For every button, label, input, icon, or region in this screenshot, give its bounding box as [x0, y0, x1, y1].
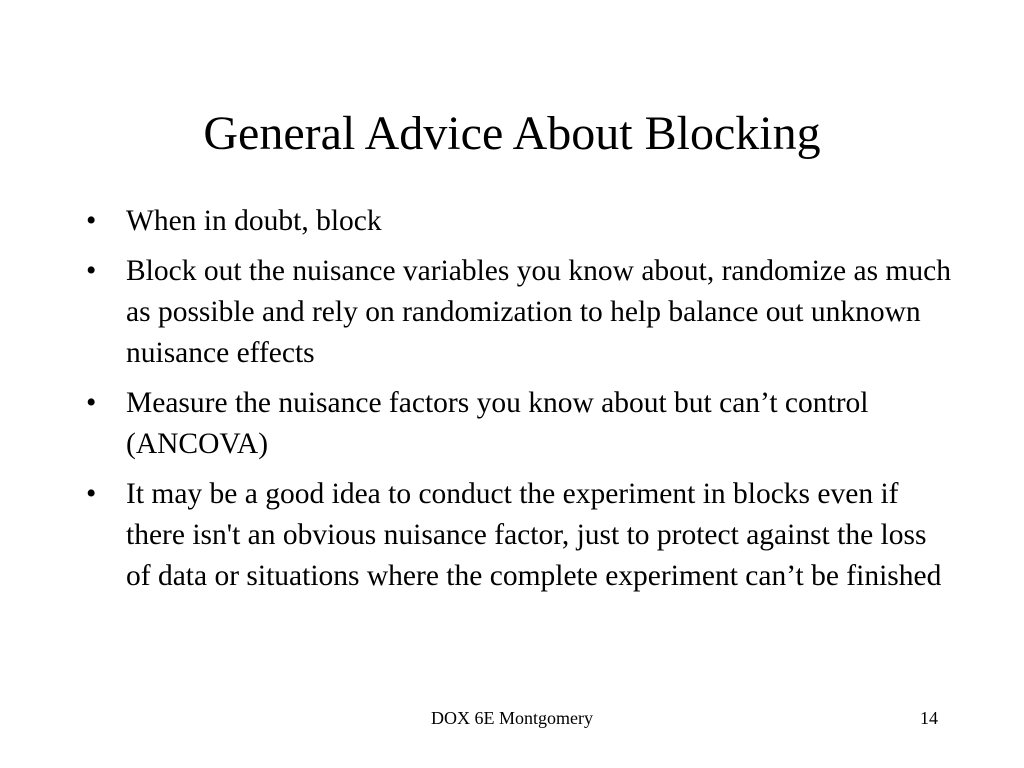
- bullet-text: Measure the nuisance factors you know about but can’t control (ANCOVA): [126, 387, 869, 460]
- bullet-dot-icon: •: [86, 255, 97, 287]
- bullet-text: It may be a good idea to conduct the experiment in blocks even if there isn't an obvious nuisance factor, just to protect against the loss of data or situations where the complete experiment can’t be finished: [126, 478, 942, 592]
- bullet-item: [86, 474, 956, 597]
- bullet-text: Block out the nuisance variables you know about, randomize as much as possible and rely on randomization to help balance out unknown nuisance effects: [126, 255, 951, 369]
- bullet-list: [86, 201, 956, 606]
- page-number: 14: [920, 708, 938, 728]
- footer-text: DOX 6E Montgomery: [431, 708, 593, 728]
- bullet-dot-icon: •: [86, 205, 97, 237]
- bullet-dot-icon: •: [86, 387, 97, 419]
- bullet-text: When in doubt, block: [126, 205, 382, 237]
- bullet-item: [86, 201, 956, 242]
- bullet-item: [86, 251, 956, 374]
- bullet-item: [86, 383, 956, 465]
- bullet-dot-icon: •: [86, 478, 97, 510]
- slide-title: General Advice About Blocking: [203, 107, 821, 160]
